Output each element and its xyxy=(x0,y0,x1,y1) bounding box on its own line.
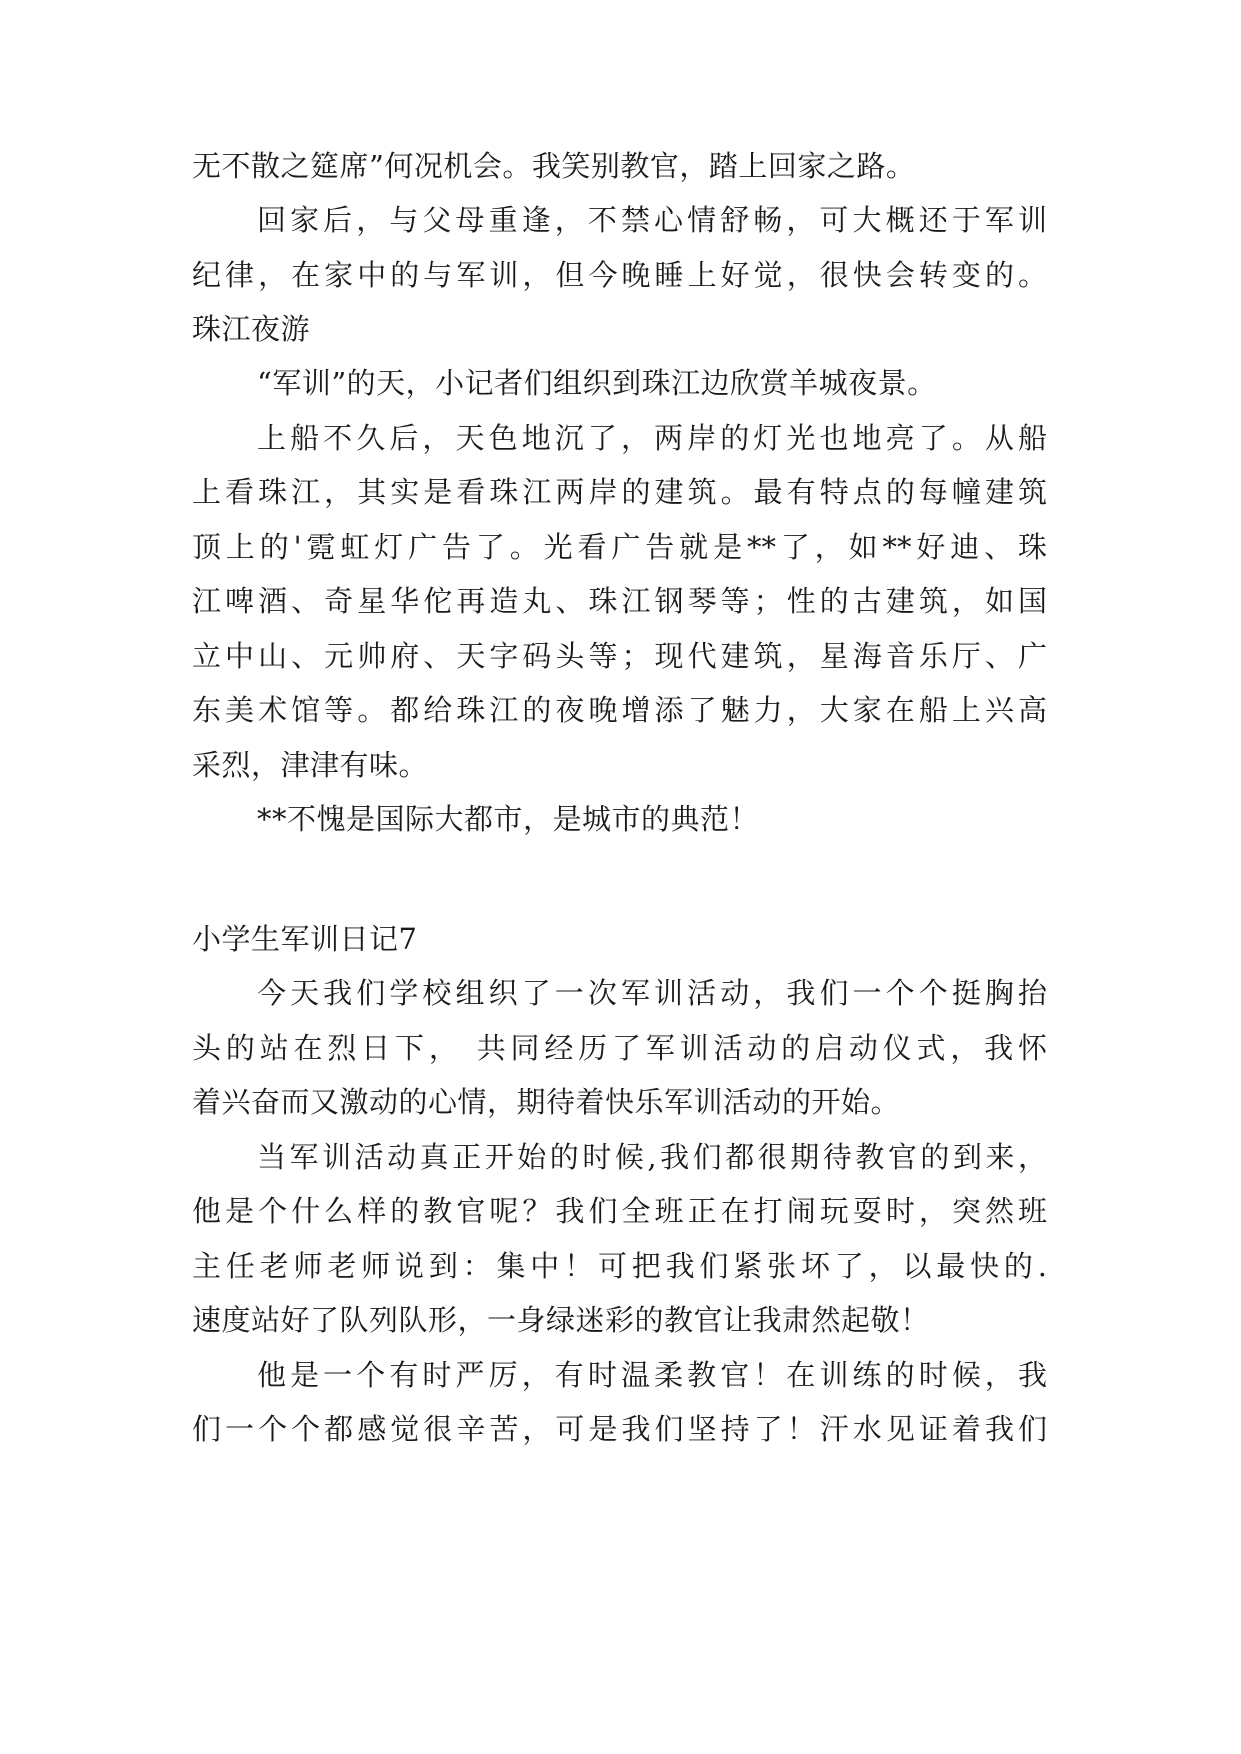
text-line: 回家后，与父母重逢，不禁心情舒畅，可大概还于军训 xyxy=(257,203,1047,237)
text-line: 主任老师老师说到：集中！可把我们紧张坏了，以最快的. xyxy=(192,1249,1047,1283)
text-line: 们一个个都感觉很辛苦，可是我们坚持了！汗水见证着我们 xyxy=(192,1412,1047,1446)
text-line: “军训”的天，小记者们组织到珠江边欣赏羊城夜景。 xyxy=(257,366,937,400)
text-line: 他是一个有时严厉，有时温柔教官！在训练的时候，我 xyxy=(257,1358,1047,1392)
text-line: 纪律，在家中的与军训，但今晚睡上好觉，很快会转变的。 xyxy=(192,258,1047,292)
section-heading: 小学生军训日记7 xyxy=(192,922,418,956)
text-line: 东美术馆等。都给珠江的夜晚增添了魅力，大家在船上兴高 xyxy=(192,693,1047,727)
text-line: **不愧是国际大都市，是城市的典范！ xyxy=(257,802,760,836)
text-line: 立中山、元帅府、天字码头等；现代建筑，星海音乐厅、广 xyxy=(192,639,1047,673)
text-line: 顶上的'霓虹灯广告了。光看广告就是**了，如**好迪、珠 xyxy=(192,530,1047,564)
text-line: 当军训活动真正开始的时候,我们都很期待教官的到来， xyxy=(257,1140,1047,1174)
text-line: 上看珠江，其实是看珠江两岸的建筑。最有特点的每幢建筑 xyxy=(192,475,1047,509)
text-line: 无不散之筵席”何况机会。我笑别教官，踏上回家之路。 xyxy=(192,149,916,183)
section-heading: 珠江夜游 xyxy=(192,312,311,346)
text-line: 头的站在烈日下， 共同经历了军训活动的启动仪式，我怀 xyxy=(192,1031,1047,1065)
text-line: 江啤酒、奇星华佗再造丸、珠江钢琴等；性的古建筑，如国 xyxy=(192,584,1047,618)
text-line: 他是个什么样的教官呢？我们全班正在打闹玩耍时，突然班 xyxy=(192,1194,1047,1228)
text-line: 采烈，津津有味。 xyxy=(192,748,429,782)
text-line: 速度站好了队列队形，一身绿迷彩的教官让我肃然起敬！ xyxy=(192,1303,930,1337)
text-line: 上船不久后，天色地沉了，两岸的灯光也地亮了。从船 xyxy=(257,421,1047,455)
text-line: 今天我们学校组织了一次军训活动，我们一个个挺胸抬 xyxy=(257,976,1047,1010)
text-line: 着兴奋而又激动的心情，期待着快乐军训活动的开始。 xyxy=(192,1085,901,1119)
